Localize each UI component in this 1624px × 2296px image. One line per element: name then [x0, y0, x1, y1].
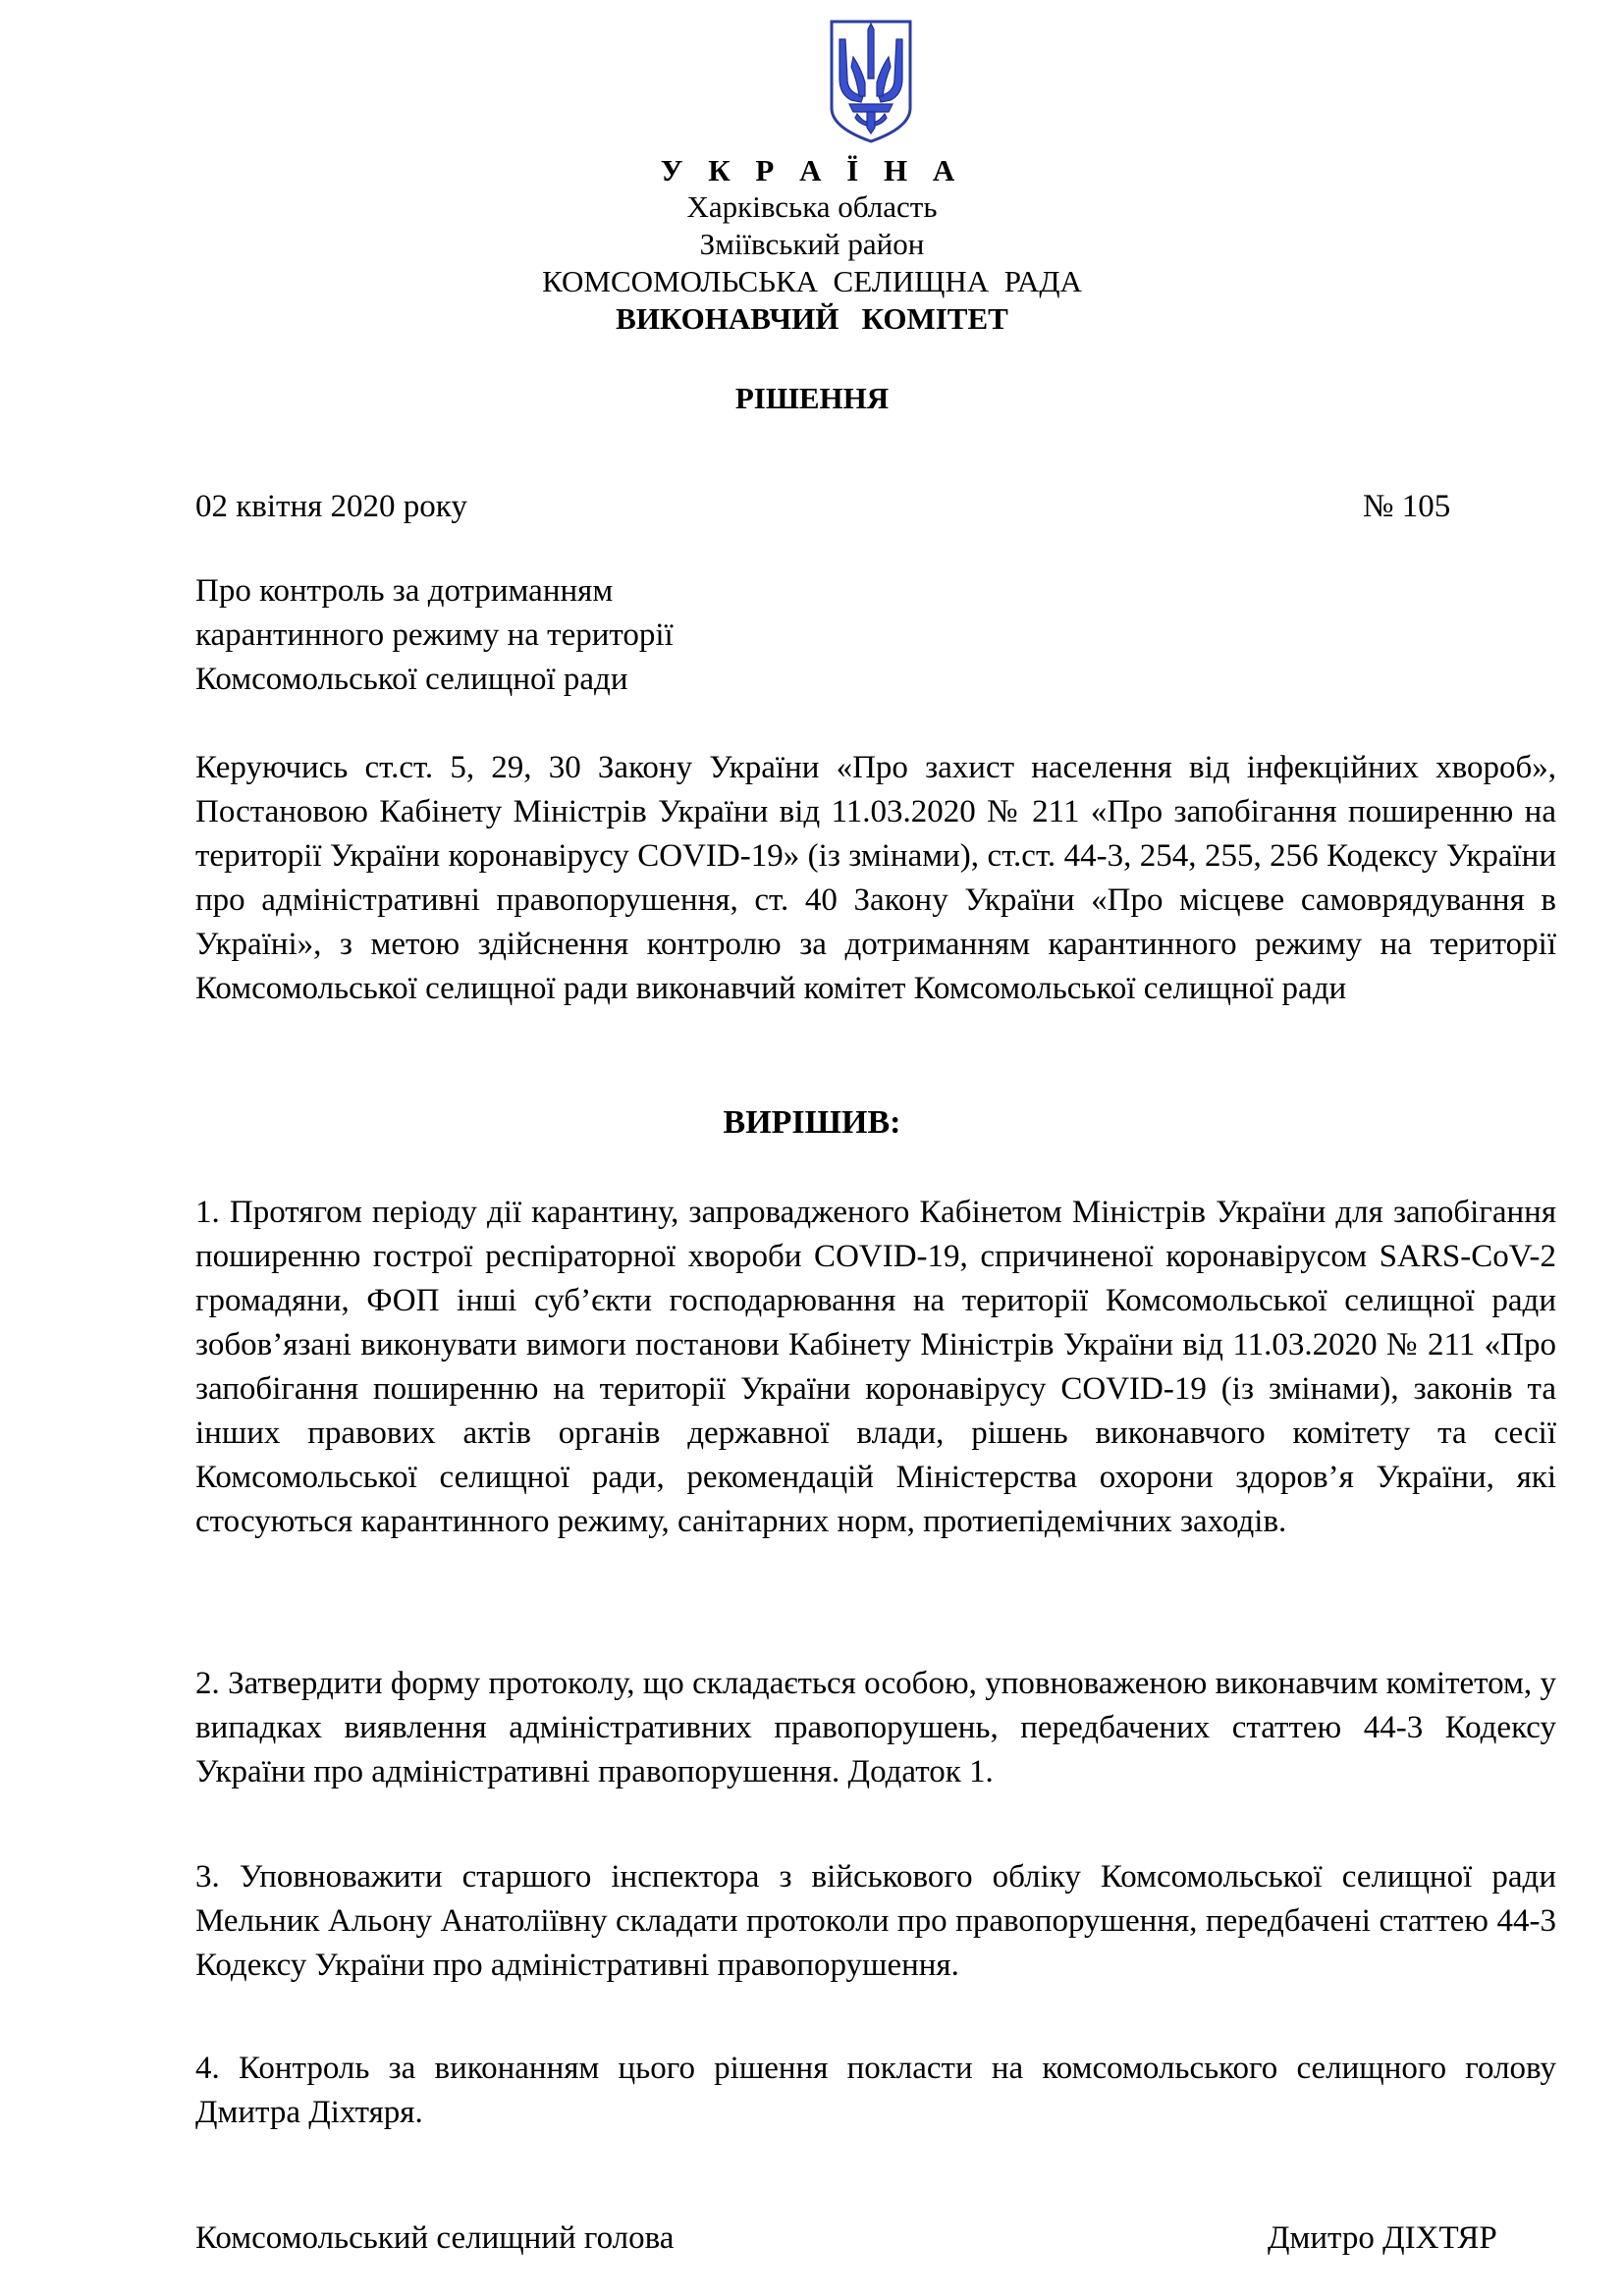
oblast-line: Харківська область [686, 189, 938, 224]
resolution-item-3: 3. Уповноважити старшого інспектора з військового обліку Комсомольської селищної ради Мельник Альону Анатоліївну складати протоколи про правопорушення, передбачені статтею 44-3 Кодексу України про адміністративні правопорушення. [195, 1859, 1556, 1983]
resolved-heading: ВИРІШИВ: [723, 1104, 901, 1141]
raion-line: Зміївський район [699, 227, 925, 261]
council-line: КОМСОМОЛЬСЬКА СЕЛИЩНА РАДА [542, 264, 1082, 298]
resolution-item-1: 1. Протягом періоду дії карантину, запровадженого Кабінетом Міністрів України для запобігання поширенню гострої респіраторної хвороби COVID-19, спричиненої коронавірусом SARS-CoV-2 громадяни, ФОП інші суб’єкти господарювання на території Комсомольської селищної ради зобов’язані виконувати вимоги постанови Кабінету Міністрів України від 11.03.2020 № 211 «Про запобігання поширенню на території України коронавірусу COVID-19 (із змінами), законів та інших правових актів органів державної влади, рішень виконавчого комітету та сесії Комсомольської селищної ради, рекомендацій Міністерства охорони здоров’я України, які стосуються карантинного режиму, санітарних норм, протиепідемічних заходів. [195, 1195, 1556, 1539]
title-line: Комсомольської селищної ради [195, 662, 628, 697]
signature-name: Дмитро ДІХТЯР [1268, 2220, 1497, 2256]
preamble-paragraph: Керуючись ст.ст. 5, 29, 30 Закону України «Про захист населення від інфекційних хвороб», Постановою Кабінету Міністрів України від 11.03.2020 № 211 «Про запобігання поширенню на території України коронавірусу COVID-19» (із змінами), ст.ст. 44-3, 254, 255, 256 Кодексу України про адміністративні правопорушення, ст. 40 Закону України «Про місцеве самоврядування в Україні», з метою здійснення контролю за дотриманням карантинного режиму на території Комсомольської селищної ради виконавчий комітет Комсомольської селищної ради [195, 750, 1556, 1006]
document-date: 02 квітня 2020 року [195, 489, 467, 524]
resolution-item-4: 4. Контроль за виконанням цього рішення покласти на комсомольського селищного голову Дмитра Діхтяря. [195, 2051, 1556, 2130]
title-line: Про контроль за дотриманням [195, 573, 614, 609]
committee-line: ВИКОНАВЧИЙ КОМІТЕТ [616, 301, 1008, 336]
trident-emblem-icon [828, 18, 914, 145]
country-heading: У К Р А Ї Н А [660, 153, 964, 187]
document-number: № 105 [1363, 489, 1451, 524]
document-title [195, 569, 674, 702]
signature-position: Комсомольський селищний голова [195, 2220, 675, 2256]
decision-heading: РІШЕННЯ [734, 381, 890, 415]
title-line: карантинного режиму на території [195, 617, 674, 653]
resolution-item-2: 2. Затвердити форму протоколу, що складається особою, уповноваженою виконавчим комітетом, у випадках виявлення адміністративних правопорушень, передбачених статтею 44-3 Кодексу України про адміністративні правопорушення. Додаток 1. [195, 1666, 1556, 1789]
